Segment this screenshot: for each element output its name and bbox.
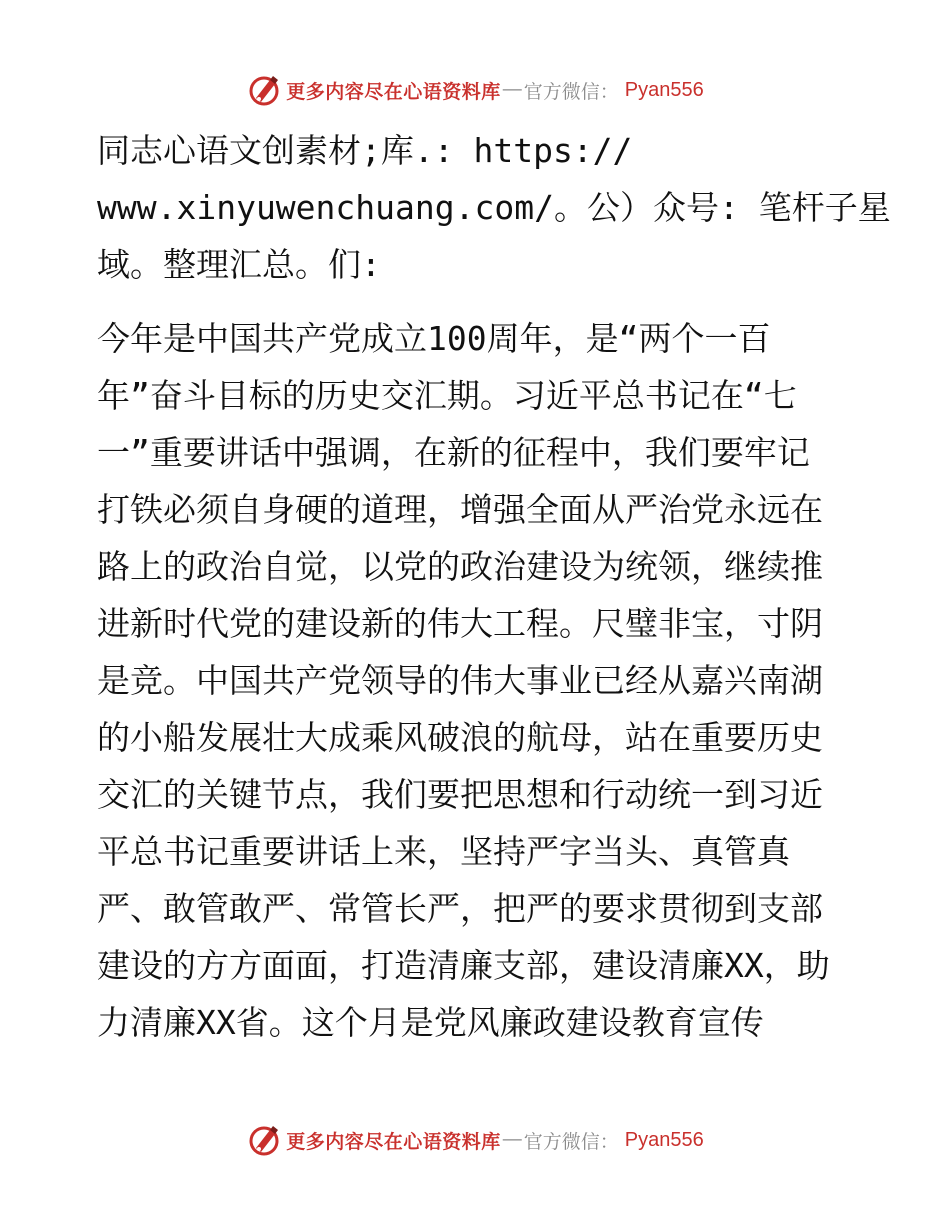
text-line: 是竞。中国共产党领导的伟大事业已经从嘉兴南湖	[97, 661, 823, 700]
text-line: 进新时代党的建设新的伟大工程。尺璧非宝，寸阴	[97, 604, 823, 643]
text-line: 一”重要讲话中强调，在新的征程中，我们要牢记	[97, 433, 810, 472]
text-line: 今年是中国共产党成立100周年，是“两个一百	[97, 319, 771, 358]
text-line: 路上的政治自觉，以党的政治建设为统领，继续推	[97, 547, 823, 586]
text-line: 域。整理汇总。们:	[97, 245, 381, 284]
banner-slogan: 更多内容尽在心语资料库	[286, 1130, 501, 1153]
header-watermark-banner	[0, 70, 950, 110]
intro-paragraph	[97, 122, 891, 293]
text-line: 平总书记重要讲话上来，坚持严字当头、真管真	[97, 832, 790, 871]
text-line: 打铁必须自身硬的道理，增强全面从严治党永远在	[97, 490, 823, 529]
text-line: 的小船发展壮大成乘风破浪的航母，站在重要历史	[97, 718, 823, 757]
text-line: 严、敢管敢严、常管长严，把严的要求贯彻到支部	[97, 889, 823, 928]
banner-slogan: 更多内容尽在心语资料库	[286, 80, 501, 103]
pen-logo-icon	[246, 1122, 282, 1158]
text-line: 力清廉XX省。这个月是党风廉政建设教育宣传	[97, 1003, 764, 1042]
main-paragraph	[97, 310, 867, 1051]
text-line: www.xinyuwenchuang.com/。公）众号: 笔杆子星	[97, 188, 891, 227]
text-line: 年”奋斗目标的历史交汇期。习近平总书记在“七	[97, 376, 797, 415]
banner-wechat-id: Pyan556	[624, 1128, 704, 1151]
text-line: 同志心语文创素材;库.: https://	[97, 131, 633, 170]
pen-logo-icon	[246, 72, 282, 108]
text-line: 交汇的关键节点，我们要把思想和行动统一到习近	[97, 775, 823, 814]
banner-wechat-label: 官方微信：	[523, 1130, 619, 1153]
banner-dash: —	[502, 1129, 522, 1150]
footer-watermark-banner	[0, 1120, 950, 1160]
banner-wechat-id: Pyan556	[624, 78, 704, 101]
text-line: 建设的方方面面，打造清廉支部，建设清廉XX，助	[97, 946, 830, 985]
banner-wechat-label: 官方微信：	[523, 80, 619, 103]
banner-dash: —	[502, 79, 522, 100]
